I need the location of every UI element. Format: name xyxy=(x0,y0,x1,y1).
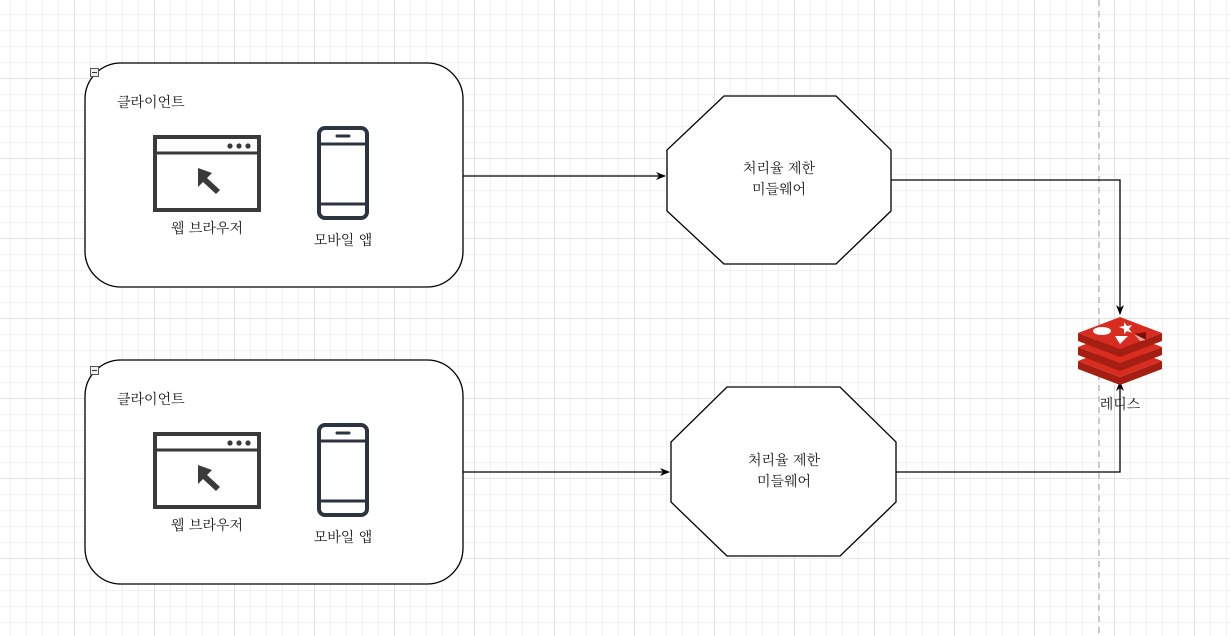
mobile-app-label: 모바일 앱 xyxy=(313,530,373,546)
client-group-title: 클라이언트 xyxy=(117,392,185,408)
mobile-phone-icon xyxy=(319,425,367,515)
collapse-button[interactable] xyxy=(90,68,99,77)
browser-icon xyxy=(155,434,259,507)
mobile-app-label: 모바일 앱 xyxy=(313,233,373,249)
browser-label: 웹 브라우저 xyxy=(170,518,244,534)
mobile-phone-icon xyxy=(319,128,367,218)
middleware-1-shape[interactable] xyxy=(667,96,891,264)
browser-label: 웹 브라우저 xyxy=(170,221,244,237)
redis-icon[interactable] xyxy=(1078,317,1162,385)
edge-middleware1-to-redis[interactable] xyxy=(891,180,1120,314)
collapse-button[interactable] xyxy=(90,366,99,375)
middleware-label-line2: 미들웨어 xyxy=(751,182,807,198)
middleware-label-line2: 미들웨어 xyxy=(756,474,812,490)
middleware-label-line1: 처리율 제한 xyxy=(747,453,821,469)
middleware-label-line1: 처리율 제한 xyxy=(742,161,816,177)
browser-icon xyxy=(155,137,259,210)
client-group-title: 클라이언트 xyxy=(117,95,185,111)
middleware-2-shape[interactable] xyxy=(671,387,896,556)
redis-label: 레디스 xyxy=(1099,397,1141,413)
